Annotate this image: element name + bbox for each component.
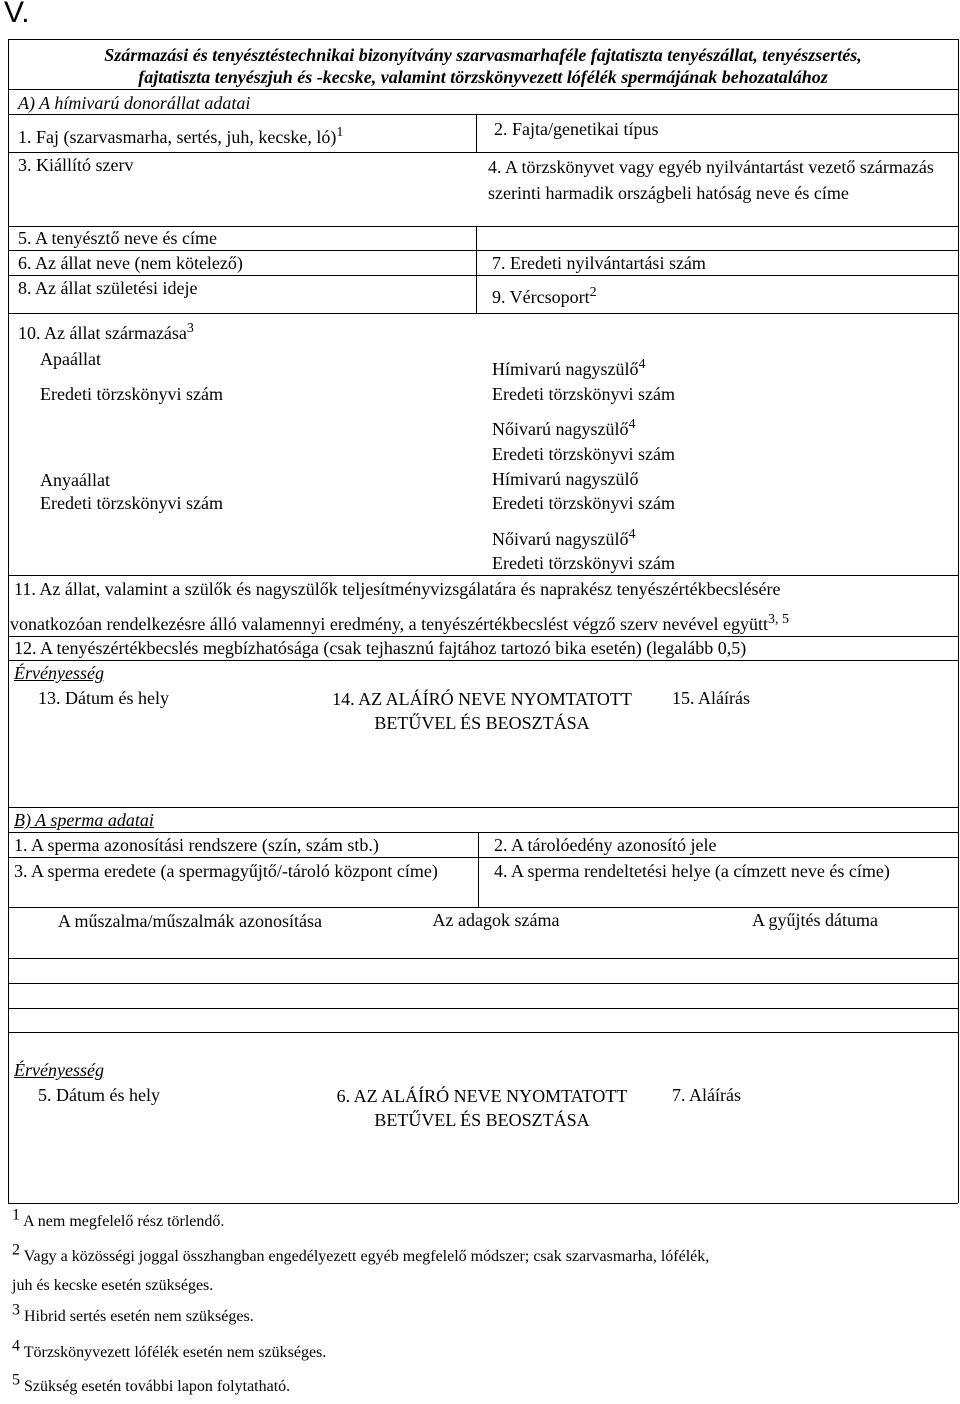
field-species-label: 1. Faj (szarvasmarha, sertés, juh, kecske, ló) bbox=[18, 127, 337, 147]
divider bbox=[8, 575, 958, 576]
granddam-paternal-reg-label: Eredeti törzskönyvi szám bbox=[492, 444, 675, 464]
footnote-number: 4 bbox=[12, 1337, 20, 1355]
frame-top-border bbox=[8, 39, 958, 40]
field-breeder-name: 5. A tenyésztő neve és címe bbox=[18, 228, 217, 248]
footnote-ref: 2 bbox=[589, 285, 597, 300]
footnote-number: 2 bbox=[12, 1241, 20, 1259]
footnote bbox=[12, 1371, 291, 1397]
field-performance-results-line1: 11. Az állat, valamint a szülők és nagyszülők teljesítményvizsgálatára és naprakész tenyészértékbecslésére bbox=[14, 579, 781, 599]
field-breed: 2. Fajta/genetikai típus bbox=[494, 119, 659, 139]
footnote-text: Szükség esetén további lapon folytatható. bbox=[24, 1378, 291, 1395]
part-a-heading: A) A hímivarú donorállat adatai bbox=[18, 93, 251, 113]
table-row-divider bbox=[8, 1008, 958, 1009]
validity-label: Érvényesség bbox=[14, 1060, 104, 1080]
divider bbox=[8, 250, 958, 251]
field-registry-authority: 4. A törzskönyvet vagy egyéb nyilvántartást vezető származás szerinti harmadik országbeli hatóság neve és címe bbox=[488, 157, 934, 203]
col-straw-id: A műszalma/műszalmák azonosítása bbox=[58, 911, 322, 931]
field-original-reg-number: 7. Eredeti nyilvántartási szám bbox=[492, 253, 706, 273]
grandsire-paternal-label: Hímivarú nagyszülő bbox=[492, 359, 639, 379]
field-semen-destination: 4. A sperma rendeltetési helye (a címzett neve és címe) bbox=[494, 861, 890, 881]
divider bbox=[8, 114, 958, 115]
table-row-divider bbox=[8, 983, 958, 984]
frame-left-border bbox=[8, 39, 9, 1203]
footnote-number: 1 bbox=[12, 1206, 20, 1224]
footnote-ref: 4 bbox=[638, 357, 646, 372]
footnote bbox=[12, 1206, 225, 1232]
field-issuing-body: 3. Kiállító szerv bbox=[18, 155, 134, 175]
footnote-number: 5 bbox=[12, 1371, 20, 1389]
field-date-place: 13. Dátum és hely bbox=[38, 688, 169, 708]
grandsire-maternal-reg-label: Eredeti törzskönyvi szám bbox=[492, 493, 675, 513]
field-animal-name: 6. Az állat neve (nem kötelező) bbox=[18, 253, 243, 273]
part-b-heading: B) A sperma adatai bbox=[14, 810, 154, 830]
column-divider bbox=[476, 226, 477, 313]
field-birth-date: 8. Az állat születési ideje bbox=[18, 278, 198, 298]
field-pedigree-label: 10. Az állat származása bbox=[18, 323, 187, 343]
footnote-text: A nem megfelelő rész törlendő. bbox=[23, 1213, 225, 1230]
field-date-place: 5. Dátum és hely bbox=[38, 1085, 160, 1105]
footnote-continued: juh és kecske esetén szükséges. bbox=[12, 1277, 214, 1294]
footnote-ref: 4 bbox=[628, 527, 636, 542]
frame-bottom-border bbox=[8, 1203, 958, 1204]
form-title-line2: fajtatiszta tenyészjuh és -kecske, valamint törzskönyvezett lófélék spermájának behozatalához bbox=[138, 67, 828, 87]
field-semen-origin: 3. A sperma eredete (a spermagyűjtő/-tároló központ címe) bbox=[14, 861, 438, 881]
table-row-divider bbox=[8, 1032, 958, 1033]
footnote-ref: 4 bbox=[628, 417, 636, 432]
field-performance-results bbox=[10, 613, 789, 635]
grandsire-paternal-reg-label: Eredeti törzskönyvi szám bbox=[492, 384, 675, 404]
col-dose-count: Az adagok száma bbox=[432, 910, 560, 930]
sire-reg-number-label: Eredeti törzskönyvi szám bbox=[40, 384, 223, 404]
frame-right-border bbox=[958, 39, 959, 1203]
field-species bbox=[18, 126, 343, 148]
field-breeding-value-reliability: 12. A tenyészértékbecslés megbízhatósága (csak tejhasznú fajtához tartozó bika esetén) (legalább 0,5) bbox=[14, 638, 747, 658]
granddam-paternal-label: Nőivarú nagyszülő bbox=[492, 419, 629, 439]
field-blood-group bbox=[492, 286, 597, 308]
divider bbox=[8, 832, 958, 833]
field-signature: 7. Aláírás bbox=[672, 1085, 741, 1105]
divider bbox=[8, 958, 958, 959]
col-collection-date: A gyűjtés dátuma bbox=[752, 910, 878, 930]
section-mark: V. bbox=[4, 0, 30, 29]
field-signature: 15. Aláírás bbox=[672, 688, 750, 708]
form-title-line1: Származási és tenyésztéstechnikai bizonyítvány szarvasmarhaféle fajtatiszta tenyészállat, tenyészsertés, bbox=[104, 45, 862, 65]
divider bbox=[8, 907, 958, 908]
field-semen-id-system: 1. A sperma azonosítási rendszere (szín, szám stb.) bbox=[14, 835, 379, 855]
footnote-text: Vagy a közösségi joggal összhangban engedélyezett egyéb megfelelő módszer; csak szarvasmarha, lófélék, bbox=[23, 1248, 710, 1265]
divider bbox=[8, 152, 958, 153]
divider bbox=[8, 275, 958, 276]
footnote-number: 3 bbox=[12, 1301, 20, 1319]
validity-label: Érvényesség bbox=[14, 663, 104, 683]
footnote bbox=[12, 1301, 254, 1327]
grandsire-maternal-label: Hímivarú nagyszülő bbox=[492, 469, 639, 489]
field-pedigree bbox=[18, 322, 194, 344]
footnote-ref: 3, 5 bbox=[768, 612, 789, 627]
footnote bbox=[12, 1241, 710, 1267]
sire-label: Apaállat bbox=[40, 349, 101, 369]
divider bbox=[8, 313, 958, 314]
divider bbox=[8, 660, 958, 661]
field-performance-results-line2: vonatkozóan rendelkezésre álló valamennyi eredmény, a tenyészértékbecslést végző szerv nevével együtt bbox=[10, 614, 768, 634]
column-divider bbox=[476, 114, 477, 152]
granddam-maternal-reg-label: Eredeti törzskönyvi szám bbox=[492, 553, 675, 573]
divider bbox=[8, 857, 958, 858]
footnote bbox=[12, 1337, 327, 1363]
dam-label: Anyaállat bbox=[40, 470, 110, 490]
dam-reg-number-label: Eredeti törzskönyvi szám bbox=[40, 493, 223, 513]
field-blood-group-label: 9. Vércsoport bbox=[492, 287, 590, 307]
footnote-ref: 1 bbox=[336, 125, 344, 140]
footnote-text: Törzskönyvezett lófélék esetén nem szükséges. bbox=[23, 1344, 327, 1361]
grandsire-paternal bbox=[492, 358, 645, 380]
granddam-maternal-label: Nőivarú nagyszülő bbox=[492, 529, 629, 549]
granddam-maternal bbox=[492, 528, 635, 550]
field-signatory-name: 6. AZ ALÁÍRÓ NEVE NYOMTATOTT BETŰVEL ÉS BEOSZTÁSA bbox=[336, 1086, 628, 1130]
divider bbox=[8, 807, 958, 808]
field-container-id: 2. A tárolóedény azonosító jele bbox=[494, 835, 717, 855]
footnote-text: Hibrid sertés esetén nem szükséges. bbox=[24, 1308, 254, 1325]
granddam-paternal bbox=[492, 418, 635, 440]
field-signatory-name: 14. AZ ALÁÍRÓ NEVE NYOMTATOTT BETŰVEL ÉS BEOSZTÁSA bbox=[332, 689, 632, 733]
column-divider bbox=[478, 832, 479, 907]
footnote-ref: 3 bbox=[186, 321, 194, 336]
divider bbox=[8, 89, 958, 90]
